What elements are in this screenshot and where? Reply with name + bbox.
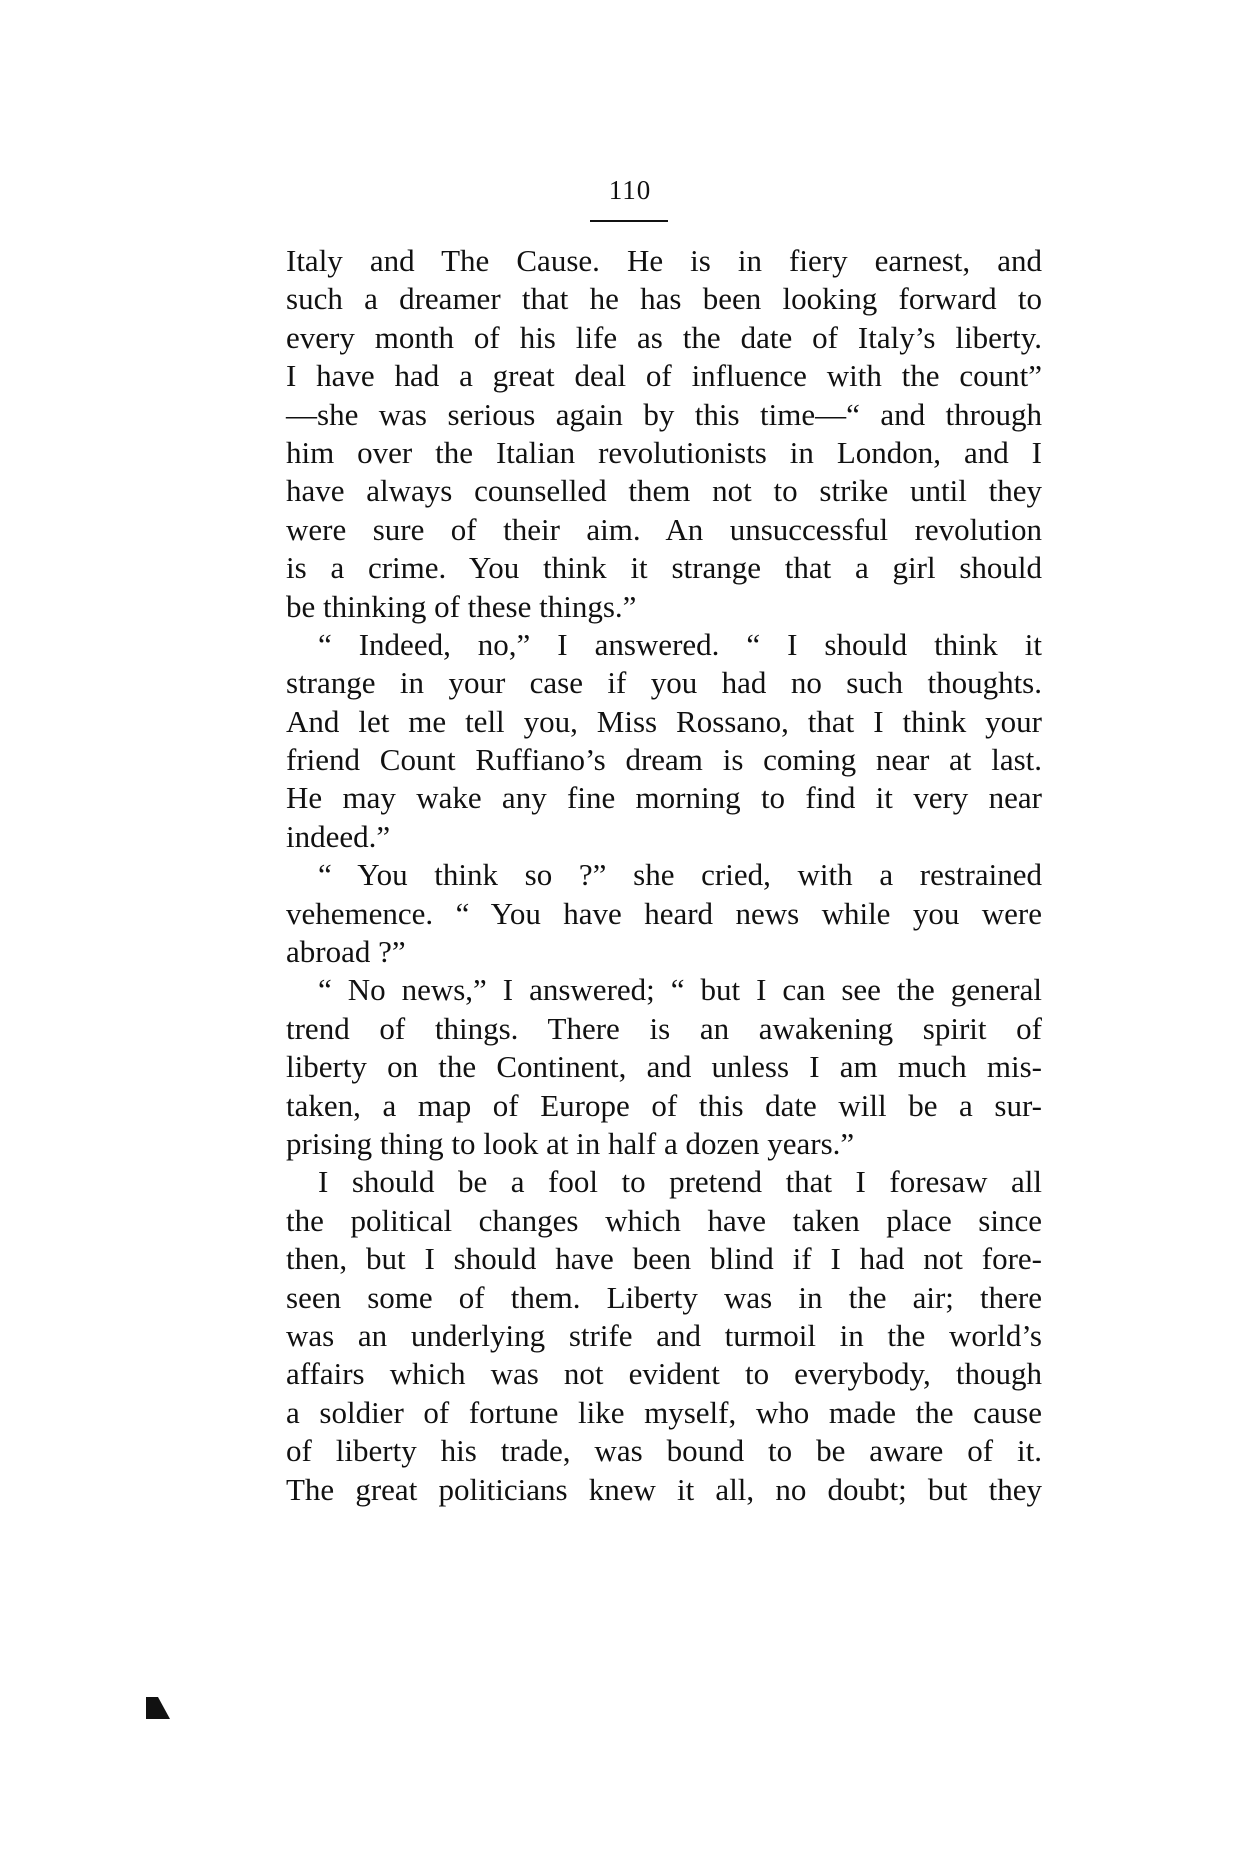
text-line: strange in your case if you had no such thoughts. <box>286 665 1042 701</box>
text-line: were sure of their aim. An unsuccessful revolution <box>286 511 1042 547</box>
text-line: indeed.” <box>286 818 391 854</box>
text-line: He may wake any fine morning to find it very near <box>286 780 1042 816</box>
text-line: be thinking of these things.” <box>286 588 637 624</box>
text-line: liberty on the Continent, and unless I am much mis- <box>286 1049 1042 1085</box>
text-line: is a crime. You think it strange that a girl should <box>286 550 1042 586</box>
body-text <box>286 242 1042 1509</box>
text-line: taken, a map of Europe of this date will be a sur- <box>286 1087 1042 1123</box>
text-line: trend of things. There is an awakening spirit of <box>286 1010 1042 1046</box>
page-number-rule <box>590 220 668 222</box>
text-line: “ Indeed, no,” I answered. “ I should think it <box>318 626 1042 662</box>
text-line: friend Count Ruffiano’s dream is coming near at last. <box>286 742 1042 778</box>
text-line: abroad ?” <box>286 934 406 970</box>
text-line: I have had a great deal of influence with the count” <box>286 358 1042 394</box>
text-line: prising thing to look at in half a dozen years.” <box>286 1125 855 1161</box>
text-line: The great politicians knew it all, no doubt; but they <box>286 1471 1042 1507</box>
text-line: every month of his life as the date of Italy’s liberty. <box>286 319 1042 355</box>
text-line: And let me tell you, Miss Rossano, that I think your <box>286 703 1042 739</box>
text-line: seen some of them. Liberty was in the air; there <box>286 1279 1042 1315</box>
text-line: a soldier of fortune like myself, who made the cause <box>286 1394 1042 1430</box>
text-line: such a dreamer that he has been looking forward to <box>286 281 1042 317</box>
text-line: I should be a fool to pretend that I foresaw all <box>318 1164 1042 1200</box>
text-line: “ You think so ?” she cried, with a restrained <box>318 857 1042 893</box>
page-number: 110 <box>608 175 652 205</box>
text-line: affairs which was not evident to everybody, though <box>286 1356 1042 1392</box>
text-line: then, but I should have been blind if I had not fore- <box>286 1241 1042 1277</box>
text-line: was an underlying strife and turmoil in the world’s <box>286 1317 1042 1353</box>
text-line: have always counselled them not to strike until they <box>286 473 1042 509</box>
text-line: Italy and The Cause. He is in fiery earnest, and <box>286 243 1042 278</box>
text-line: vehemence. “ You have heard news while you were <box>286 895 1042 931</box>
text-line: “ No news,” I answered; “ but I can see the general <box>318 972 1042 1008</box>
text-line: —she was serious again by this time—“ and through <box>286 396 1042 432</box>
text-line: him over the Italian revolutionists in London, and I <box>286 434 1042 470</box>
text-line: of liberty his trade, was bound to be aware of it. <box>286 1433 1042 1469</box>
corner-mark <box>146 1697 170 1719</box>
text-line: the political changes which have taken place since <box>286 1202 1042 1238</box>
